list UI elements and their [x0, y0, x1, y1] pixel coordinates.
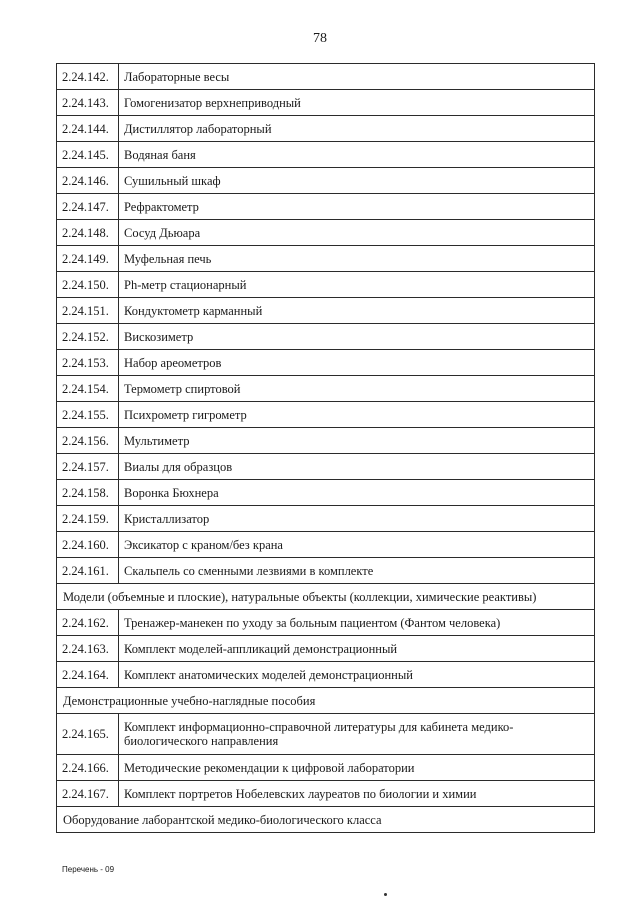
table-row — [57, 755, 595, 781]
table-row — [57, 662, 595, 688]
item-number: 2.24.144. — [57, 116, 119, 142]
scan-speck — [384, 893, 387, 896]
item-name: Комплект анатомических моделей демонстрационный — [119, 662, 595, 688]
item-number: 2.24.166. — [57, 755, 119, 781]
equipment-table-body — [57, 64, 595, 833]
table-row — [57, 194, 595, 220]
section-header-row — [57, 807, 595, 833]
table-row — [57, 636, 595, 662]
item-number: 2.24.167. — [57, 781, 119, 807]
table-row — [57, 714, 595, 755]
item-name: Муфельная печь — [119, 246, 595, 272]
item-name: Сосуд Дьюара — [119, 220, 595, 246]
table-row — [57, 246, 595, 272]
item-number: 2.24.150. — [57, 272, 119, 298]
item-number: 2.24.154. — [57, 376, 119, 402]
table-row — [57, 610, 595, 636]
table-row — [57, 428, 595, 454]
table-row — [57, 116, 595, 142]
item-number: 2.24.157. — [57, 454, 119, 480]
item-number: 2.24.165. — [57, 714, 119, 755]
item-name: Комплект информационно-справочной литературы для кабинета медико-биологического направления — [119, 714, 595, 755]
item-number: 2.24.156. — [57, 428, 119, 454]
item-number: 2.24.145. — [57, 142, 119, 168]
table-row — [57, 532, 595, 558]
item-name: Комплект портретов Нобелевских лауреатов по биологии и химии — [119, 781, 595, 807]
item-number: 2.24.161. — [57, 558, 119, 584]
item-number: 2.24.153. — [57, 350, 119, 376]
section-title: Модели (объемные и плоские), натуральные объекты (коллекции, химические реактивы) — [57, 584, 595, 610]
item-name: Мультиметр — [119, 428, 595, 454]
item-name: Скальпель со сменными лезвиями в комплекте — [119, 558, 595, 584]
footer-label: Перечень - 09 — [62, 865, 115, 874]
table-row — [57, 558, 595, 584]
table-row — [57, 506, 595, 532]
table-row — [57, 90, 595, 116]
table-row — [57, 298, 595, 324]
item-name: Кристаллизатор — [119, 506, 595, 532]
table-row — [57, 350, 595, 376]
item-name: Методические рекомендации к цифровой лаборатории — [119, 755, 595, 781]
item-number: 2.24.146. — [57, 168, 119, 194]
item-name: Лабораторные весы — [119, 64, 595, 90]
item-number: 2.24.147. — [57, 194, 119, 220]
item-number: 2.24.163. — [57, 636, 119, 662]
item-number: 2.24.142. — [57, 64, 119, 90]
item-name: Термометр спиртовой — [119, 376, 595, 402]
item-number: 2.24.152. — [57, 324, 119, 350]
table-row — [57, 168, 595, 194]
table-row — [57, 454, 595, 480]
item-name: Эксикатор с краном/без крана — [119, 532, 595, 558]
section-title: Оборудование лаборантской медико-биологического класса — [57, 807, 595, 833]
item-name: Сушильный шкаф — [119, 168, 595, 194]
item-number: 2.24.162. — [57, 610, 119, 636]
item-name: Вискозиметр — [119, 324, 595, 350]
item-number: 2.24.155. — [57, 402, 119, 428]
item-name: Воронка Бюхнера — [119, 480, 595, 506]
item-number: 2.24.164. — [57, 662, 119, 688]
item-number: 2.24.143. — [57, 90, 119, 116]
section-header-row — [57, 584, 595, 610]
page-number: 78 — [313, 31, 327, 46]
section-title: Демонстрационные учебно-наглядные пособия — [57, 688, 595, 714]
item-number: 2.24.148. — [57, 220, 119, 246]
item-name: Водяная баня — [119, 142, 595, 168]
item-name: Гомогенизатор верхнеприводный — [119, 90, 595, 116]
item-number: 2.24.159. — [57, 506, 119, 532]
table-row — [57, 64, 595, 90]
equipment-table — [56, 63, 595, 833]
item-number: 2.24.158. — [57, 480, 119, 506]
item-name: Набор ареометров — [119, 350, 595, 376]
table-row — [57, 220, 595, 246]
table-row — [57, 142, 595, 168]
item-name: Комплект моделей-аппликаций демонстрационный — [119, 636, 595, 662]
table-row — [57, 324, 595, 350]
item-number: 2.24.149. — [57, 246, 119, 272]
table-row — [57, 272, 595, 298]
item-number: 2.24.160. — [57, 532, 119, 558]
item-name: Дистиллятор лабораторный — [119, 116, 595, 142]
item-name: Ph-метр стационарный — [119, 272, 595, 298]
item-name: Рефрактометр — [119, 194, 595, 220]
table-row — [57, 402, 595, 428]
item-number: 2.24.151. — [57, 298, 119, 324]
table-row — [57, 376, 595, 402]
table-row — [57, 781, 595, 807]
item-name: Психрометр гигрометр — [119, 402, 595, 428]
item-name: Тренажер-манекен по уходу за больным пациентом (Фантом человека) — [119, 610, 595, 636]
item-name: Кондуктометр карманный — [119, 298, 595, 324]
section-header-row — [57, 688, 595, 714]
item-name: Виалы для образцов — [119, 454, 595, 480]
table-row — [57, 480, 595, 506]
